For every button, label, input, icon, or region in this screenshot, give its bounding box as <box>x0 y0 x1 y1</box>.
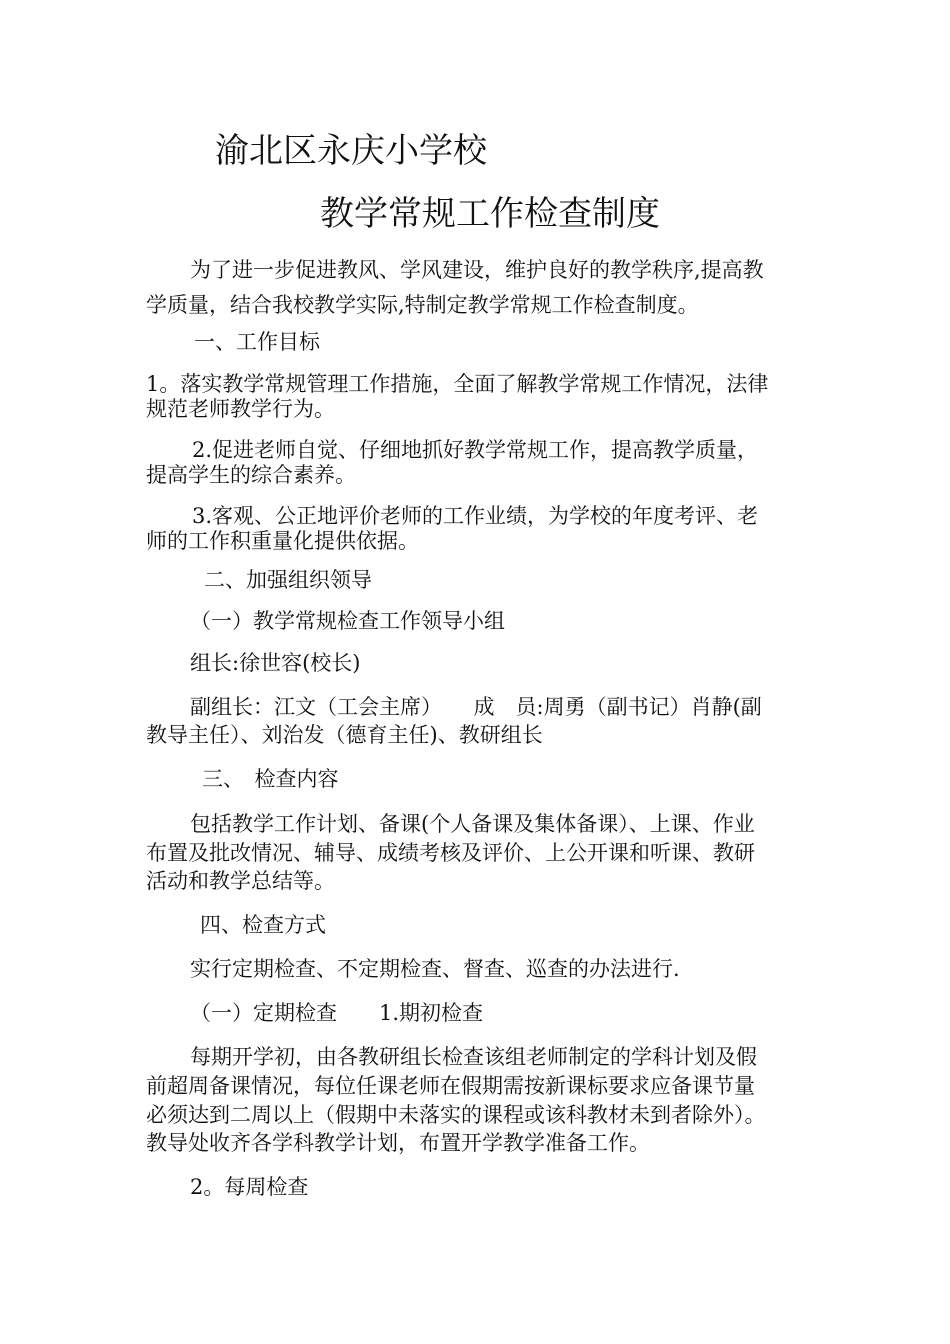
term-start-check-line-2: 前超周备课情况，每位任课老师在假期需按新课标要求应备课节量 <box>146 1074 755 1098</box>
subsection-leadership-group: （一）教学常规检查工作领导小组 <box>190 609 505 633</box>
school-title: 渝北区永庆小学校 <box>215 131 487 171</box>
group-leader: 组长:徐世容(校长) <box>190 651 361 675</box>
term-start-check-line-3: 必须达到二周以上（假期中未落实的课程或该科教材未到者除外）。 <box>146 1103 766 1127</box>
section-heading-organization: 二、加强组织领导 <box>204 568 372 592</box>
content-paragraph-line-3: 活动和教学总结等。 <box>146 869 335 893</box>
goal-1-line-2: 规范老师教学行为。 <box>146 397 335 421</box>
deputy-and-members-line-2: 教导主任）、刘治发（德育主任)、教研组长 <box>146 723 543 747</box>
goal-3-line-1: 3.客观、公正地评价老师的工作业绩，为学校的年度考评、老 <box>192 504 759 528</box>
term-start-check-line-1: 每期开学初，由各教研组长检查该组老师制定的学科计划及假 <box>190 1045 757 1069</box>
goal-3-line-2: 师的工作积重量化提供依据。 <box>146 529 419 553</box>
term-start-check-line-4: 教导处收齐各学科教学计划，布置开学教学准备工作。 <box>146 1131 650 1155</box>
document-title: 教学常规工作检查制度 <box>320 194 660 234</box>
content-paragraph-line-1: 包括教学工作计划、备课(个人备课及集体备课）、上课、作业 <box>190 812 755 836</box>
goal-2-line-2: 提高学生的综合素养。 <box>146 463 356 487</box>
goal-1-line-1: 1。落实教学常规管理工作措施，全面了解教学常规工作情况，法律 <box>146 372 769 396</box>
section-heading-method: 四、检查方式 <box>200 913 326 937</box>
subsection-regular-check: （一）定期检查 1.期初检查 <box>190 1001 484 1025</box>
section-heading-content: 三、 检查内容 <box>202 767 339 791</box>
intro-paragraph-line-2: 学质量，结合我校教学实际,特制定教学常规工作检查制度。 <box>146 293 699 317</box>
deputy-and-members-line-1: 副组长：江文（工会主席） 成 员:周勇（副书记）肖静(副 <box>190 695 762 719</box>
section-heading-goals: 一、工作目标 <box>194 330 320 354</box>
weekly-check-heading: 2。每周检查 <box>190 1175 309 1199</box>
method-paragraph: 实行定期检查、不定期检查、督查、巡查的办法进行. <box>190 957 680 981</box>
content-paragraph-line-2: 布置及批改情况、辅导、成绩考核及评价、上公开课和听课、教研 <box>146 841 755 865</box>
goal-2-line-1: 2.促进老师自觉、仔细地抓好教学常规工作，提高教学质量， <box>192 438 759 462</box>
intro-paragraph-line-1: 为了进一步促进教风、学风建设，维护良好的教学秩序,提高教 <box>190 258 764 282</box>
